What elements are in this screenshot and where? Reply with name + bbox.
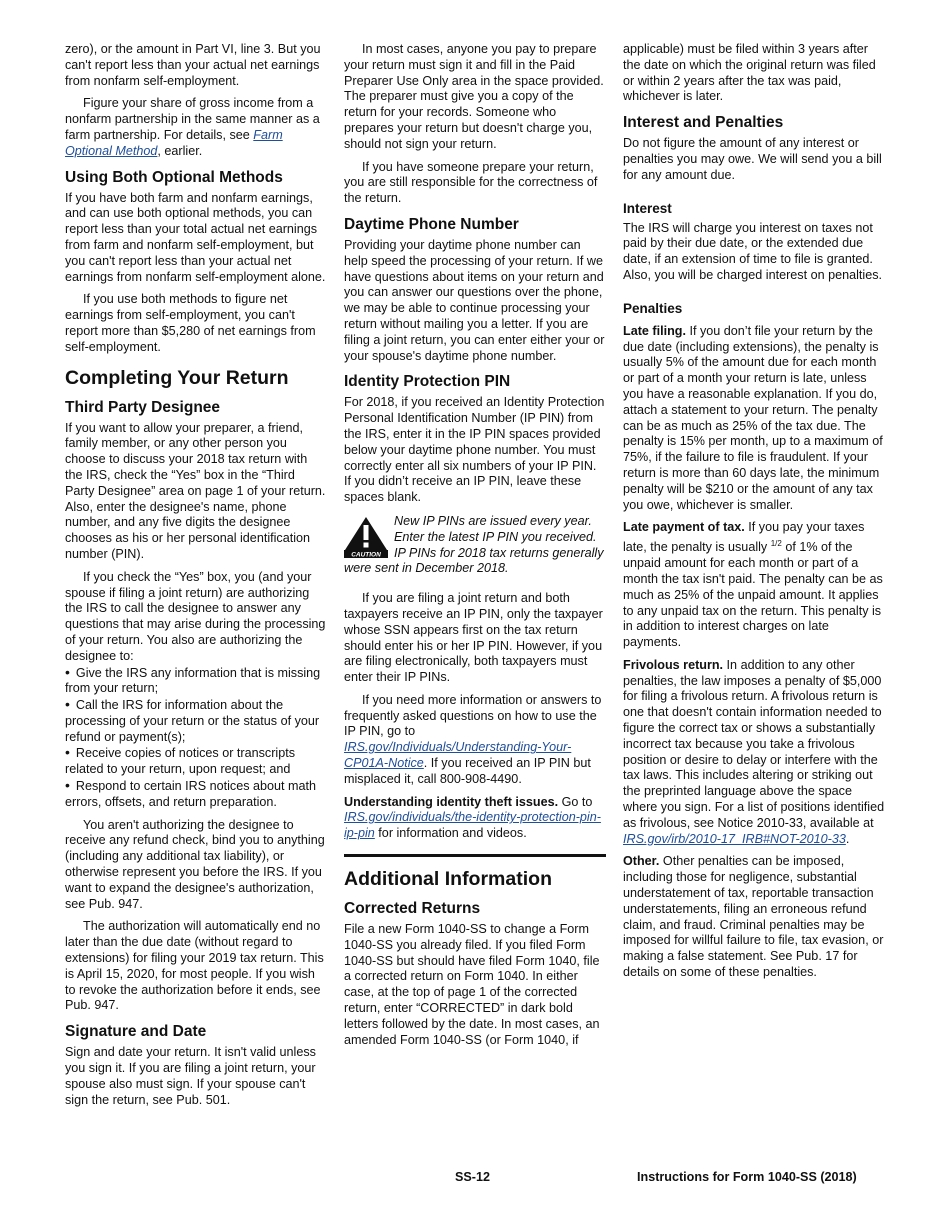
paragraph: [344, 795, 606, 842]
heading-additional-information: Additional Information: [344, 868, 552, 891]
frivolous-return-lead: Frivolous return.: [623, 657, 724, 672]
text: Figure your share of gross income from a nonfarm partnership in the same manner as a farm partnership. For details, see: [65, 96, 320, 142]
paragraph: [623, 854, 885, 980]
paragraph: For 2018, if you received an Identity Protection Personal Identification Number (IP PIN) from the IRS, enter it in the IP PIN spaces provided below your daytime phone number. You must correctly enter all six numbers of your IP PIN. If you didn’t receive an IP PIN, leave these spaces blank.: [344, 395, 605, 505]
page-number: SS-12: [455, 1170, 491, 1184]
paragraph: [65, 96, 327, 159]
late-payment-lead: Late payment of tax.: [623, 520, 745, 535]
heading-interest: Interest: [623, 200, 672, 216]
heading-penalties: Penalties: [623, 300, 683, 316]
heading-third-party-designee: Third Party Designee: [65, 398, 221, 416]
paragraph: The authorization will automatically end no later than the due date (without regard to extensions) for filing your 2019 tax return. This is April 15, 2020, for most people. If you wish to revoke the authorization before it ends, see Pub. 947.: [65, 919, 324, 1013]
paragraph: If you check the “Yes” box, you (and your spouse if filing a joint return) are authorizing the IRS to call the designee to answer any questions that may arise during the processing of your return. You also are authorizing the designee to:: [65, 569, 326, 663]
paragraph: If you are filing a joint return and both taxpayers receive an IP PIN, only the taxpayer whose SSN appears first on the tax return should enter his or her IP PIN. However, if you are filing electronically, both taxpayers must enter their IP PINs.: [344, 591, 603, 685]
paragraph: [623, 324, 885, 514]
paragraph: If you use both methods to figure net earnings from self-employment, you can't report more than $5,280 of net earnings from self-employment.: [65, 292, 316, 354]
heading-signature-and-date: Signature and Date: [65, 1023, 207, 1041]
text: If you pay your taxes late, the penalty is usually: [623, 520, 865, 555]
paragraph: The IRS will charge you interest on taxes not paid by their due date, or the extended due date, if an extension of time to file is granted. Also, you will be charged interest on penalties.: [623, 220, 883, 282]
text: .: [845, 831, 850, 846]
heading-daytime-phone: Daytime Phone Number: [344, 215, 519, 233]
paragraph: If you want to allow your preparer, a friend, family member, or any other person you choose to discuss your 2018 tax return with the IRS, check the “Yes” box in the “Third Party Designee” area on page 1 of your return. Also, enter the designee's name, phone number, and any five digits the designee chooses as his or her personal identification number (PIN).: [65, 420, 326, 561]
paragraph: File a new Form 1040-SS to change a Form 1040-SS you already filed. If you filed Form 1040-SS but should have filed Form 1040, file a corrected return on Form 1040. In either case, at the top of page 1 of the corrected return, enter “CORRECTED” in dark bold letters followed by the date. In most cases, an amended Form 1040-SS (or Form 1040, if: [344, 922, 600, 1047]
paragraph: [623, 658, 885, 848]
column-3: [623, 42, 885, 988]
text: Other penalties can be imposed, including those for negligence, substantial understatement of tax, reportable transaction understatements, filing an erroneous refund claim, and fraud. Criminal penalties may be imposed for willful failure to file, tax evasion, or making a false statement. See Pub. 17 for details on some of these penalties.: [623, 854, 884, 980]
text: . If you received an IP PIN but misplaced it, call 800-908-4490.: [344, 756, 591, 786]
paragraph: You aren't authorizing the designee to receive any refund check, bind you to anything (including any additional tax liability), or otherwise represent you before the IRS. If you want to expand the designee's authorization, see Pub. 947.: [65, 817, 325, 911]
list-item: • Give the IRS any information that is missing from your return;: [65, 665, 327, 698]
list-item: • Call the IRS for information about the processing of your return or the status of your refund or payment(s);: [65, 697, 327, 745]
section-divider: [344, 854, 606, 857]
text: Go to: [558, 794, 593, 809]
farm-optional-method-link[interactable]: Farm Optional Method: [65, 127, 283, 158]
ip-pin-link[interactable]: IRS.gov/individuals/the-identity-protection-pin-ip-pin: [344, 810, 601, 841]
column-2: [344, 42, 606, 1055]
heading-interest-and-penalties: Interest and Penalties: [623, 114, 784, 132]
heading-using-both-methods: Using Both Optional Methods: [65, 168, 283, 186]
paragraph: Sign and date your return. It isn't valid unless you sign it. If you are filing a joint return, your spouse also must sign. If your spouse can't sign the return, see Pub. 501.: [65, 1045, 316, 1107]
late-filing-lead: Late filing.: [623, 323, 686, 338]
text: If you don’t file your return by the due date (including extensions), the penalty is usually 5% of the amount due for each month or part of a month your return is late, unless you have a reasonable explanation. If you do, attach a statement to your return. The penalty can be as much as 25% of the tax due. The penalty is 15% per month, up to a maximum of 75%, if the failure to file is fraudulent. If your return is more than 60 days late, the minimum penalty will be $210 or the amount of any tax you owe, whichever is smaller.: [623, 323, 883, 512]
list-item: • Respond to certain IRS notices about math errors, offsets, and return preparation.: [65, 778, 327, 811]
paragraph: applicable) must be filed within 3 years after the date on which the original return was filed or within 2 years after the tax was paid, whichever is later.: [623, 42, 876, 104]
notice-2010-33-link[interactable]: IRS.gov/irb/2010-17_IRB#NOT-2010-33: [623, 831, 846, 846]
paragraph: [344, 693, 606, 788]
caution-icon: [344, 516, 388, 558]
cp01a-notice-link[interactable]: IRS.gov/Individuals/Understanding-Your-CP01A-Notice: [344, 740, 572, 771]
text: of 1% of the unpaid amount for each month or part of a month the tax isn't paid. The penalty can be as much as 25% of the unpaid amount. It applies to any unpaid tax on the return. This penalty is in addition to interest charges on late payments.: [623, 540, 883, 650]
paragraph: [623, 520, 885, 651]
text: , earlier.: [157, 143, 203, 158]
other-lead: Other.: [623, 854, 660, 869]
text: If you need more information or answers to frequently asked questions on how to use the IP PIN, go to: [344, 692, 602, 739]
paragraph: If you have both farm and nonfarm earnings, and can use both optional methods, you can report less than your total actual net earnings from farm and nonfarm self-employment, but you can't report less than your actual net earnings from nonfarm self-employment alone.: [65, 190, 326, 284]
paragraph: If you have someone prepare your return, you are still responsible for the correctness of the return.: [344, 159, 598, 206]
caution-label: CAUTION: [351, 551, 381, 558]
paragraph: zero), or the amount in Part VI, line 3. But you can't report less than your actual net earnings from nonfarm self-employment.: [65, 42, 321, 88]
fraction: 1/2: [770, 539, 782, 549]
designee-authorization-list: [65, 665, 327, 811]
paragraph: Do not figure the amount of any interest or penalties you may owe. We will send you a bill for any amount due.: [623, 136, 882, 182]
heading-identity-protection-pin: Identity Protection PIN: [344, 373, 511, 391]
list-item: • Receive copies of notices or transcripts related to your return, upon request; and: [65, 745, 327, 778]
caution-text: New IP PINs are issued every year. Enter the latest IP PIN you received. IP PINs for 2018 tax returns generally were sent in December 2018.: [344, 513, 604, 576]
identity-theft-lead: Understanding identity theft issues.: [344, 794, 559, 809]
text: for information and videos.: [374, 826, 527, 841]
paragraph: In most cases, anyone you pay to prepare your return must sign it and fill in the Paid Preparer Use Only area in the space provided. The preparer must give you a copy of the return for your records. Someone who prepares your return but doesn't charge you, should not sign your return.: [344, 42, 604, 151]
heading-corrected-returns: Corrected Returns: [344, 900, 481, 918]
footer-title: Instructions for Form 1040-SS (2018): [637, 1170, 857, 1184]
column-1: [65, 42, 327, 1115]
paragraph: Providing your daytime phone number can help speed the processing of your return. If we have questions about items on your return and you can answer our questions over the phone, we may be able to continue processing your return without mailing you a letter. If you are filing a joint return, you can enter either your or your spouse's daytime phone number.: [344, 237, 605, 363]
heading-completing-your-return: Completing Your Return: [65, 366, 289, 389]
caution-note: [344, 514, 606, 577]
text: In addition to any other penalties, the law imposes a penalty of $5,000 for filing a frivolous return. A frivolous return is one that doesn't contain information needed to figure the correct tax or shows a substantially incorrect tax because you take a frivolous position or desire to delay or interfere with the tax laws. This includes altering or striking out the preprinted language above the space where you sign. For a list of positions identified as frivolous, see Notice 2010-33, available at: [623, 657, 885, 830]
